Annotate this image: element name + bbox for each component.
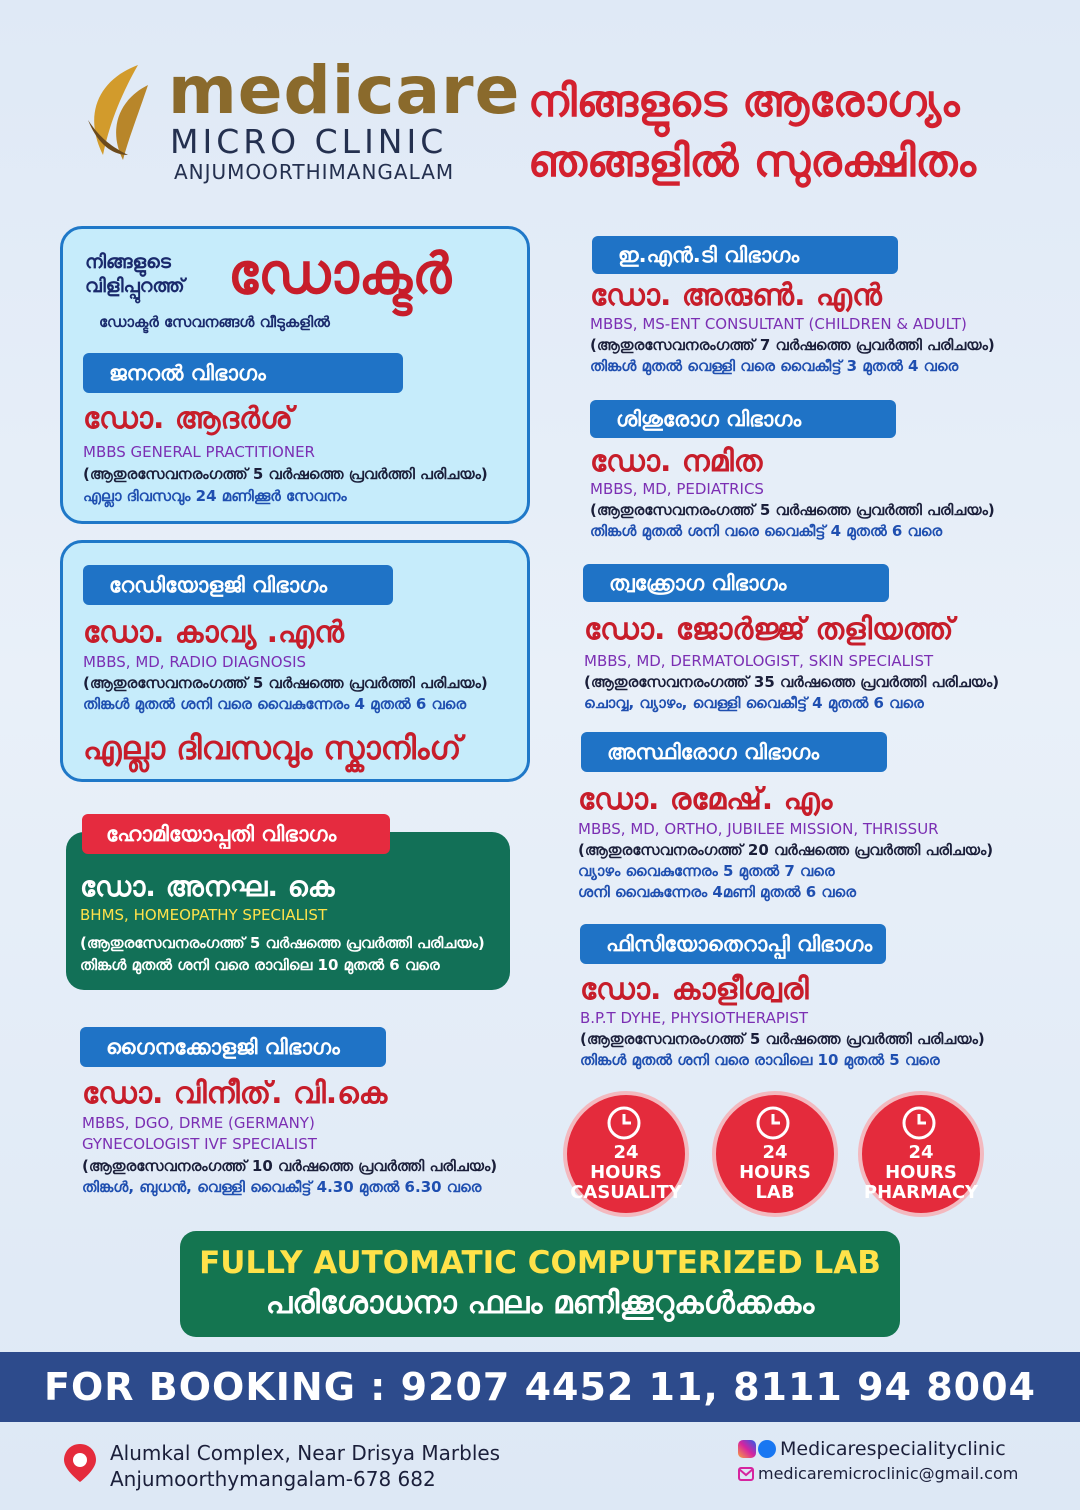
- doctor-ent-exp: (ആതുരസേവനരംഗത്ത് 7 വർഷത്തെ പ്രവർത്തി പരിചയം): [590, 336, 995, 354]
- doctor-pediatrics-name: ഡോ. നമിത: [590, 444, 763, 479]
- call-line1: നിങ്ങളുടെ: [85, 251, 171, 273]
- facebook-icon[interactable]: [758, 1440, 776, 1458]
- social-handle[interactable]: Medicarespecialityclinic: [780, 1438, 1006, 1460]
- dept-radiology-title: റേഡിയോളജി വിഭാഗം: [83, 565, 393, 605]
- doctor-general-name: ഡോ. ആദർശ്: [83, 401, 293, 436]
- brand-subtitle: MICRO CLINIC: [170, 122, 448, 161]
- doctor-orthopedics-exp: (ആതുരസേവനരംഗത്ത് 20 വർഷത്തെ പ്രവർത്തി പരിചയം): [578, 841, 994, 859]
- call-line2: വിളിപ്പുറത്ത്: [85, 275, 185, 297]
- email-link[interactable]: medicaremicroclinic@gmail.com: [758, 1464, 1019, 1483]
- doctor-radiology-name: ഡോ. കാവ്യ .എൻ: [83, 615, 344, 650]
- lab-hours: HOURS: [739, 1161, 811, 1183]
- lab-num: 24: [762, 1142, 788, 1163]
- doctor-homeopathy-time: തിങ്കൾ മുതൽ ശനി വരെ രാവിലെ 10 മുതൽ 6 വരെ: [80, 956, 440, 974]
- doctor-pediatrics-exp: (ആതുരസേവനരംഗത്ത് 5 വർഷത്തെ പ്രവർത്തി പരിചയം): [590, 501, 995, 519]
- doctor-homeopathy-qual: BHMS, HOMEOPATHY SPECIALIST: [80, 906, 328, 924]
- doctor-orthopedics-name: ഡോ. രമേഷ്. എം: [578, 782, 833, 817]
- dept-gynecology-title: ഗൈനക്കോളജി വിഭാഗം: [80, 1027, 386, 1067]
- doctor-radiology-qual: MBBS, MD, RADIO DIAGNOSIS: [83, 653, 307, 671]
- dept-homeopathy-title: ഹോമിയോപ്പതി വിഭാഗം: [82, 814, 390, 854]
- doctor-orthopedics-qual: MBBS, MD, ORTHO, JUBILEE MISSION, THRISSUR: [578, 820, 939, 838]
- casuality-num: 24: [613, 1142, 639, 1163]
- clock-24-icon: [899, 1105, 943, 1143]
- doctor-general-exp: (ആതുരസേവനരംഗത്ത് 5 വർഷത്തെ പ്രവർത്തി പരിചയം): [83, 465, 488, 483]
- tagline-line1: നിങ്ങളുടെ ആരോഗ്യം: [528, 76, 960, 127]
- pharmacy-hours: HOURS: [885, 1161, 957, 1183]
- clock-24-icon: [753, 1105, 797, 1143]
- homeopathy-card: [66, 832, 510, 990]
- doctor-gynecology-exp: (ആതുരസേവനരംഗത്ത് 10 വർഷത്തെ പ്രവർത്തി പരിചയം): [82, 1157, 498, 1175]
- doctor-radiology-exp: (ആതുരസേവനരംഗത്ത് 5 വർഷത്തെ പ്രവർത്തി പരിചയം): [83, 674, 488, 692]
- doctor-gynecology-time: തിങ്കൾ, ബുധൻ, വെള്ളി വൈകീട്ട് 4.30 മുതൽ 6.30 വരെ: [82, 1178, 482, 1196]
- casuality-badge: [563, 1091, 689, 1217]
- doctor-physiotherapy-name: ഡോ. കാളീശ്വരി: [580, 972, 809, 1007]
- brand-location: ANJUMOORTHIMANGALAM: [174, 160, 455, 184]
- dept-dermatology-title: ത്വക്ക്രോഗ വിഭാഗം: [583, 564, 889, 602]
- pharmacy-num: 24: [908, 1142, 934, 1163]
- doctor-gynecology-qual1: MBBS, DGO, DRME (GERMANY): [82, 1114, 315, 1132]
- doctor-gynecology-qual2: GYNECOLOGIST IVF SPECIALIST: [82, 1135, 317, 1153]
- dept-ent-title: ഇ.എൻ.ടി വിഭാഗം: [592, 236, 898, 274]
- lab-badge: [712, 1091, 838, 1217]
- doctor-dermatology-qual: MBBS, MD, DERMATOLOGIST, SKIN SPECIALIST: [584, 652, 934, 670]
- address-line1: Alumkal Complex, Near Drisya Marbles: [110, 1441, 501, 1465]
- doctor-radiology-time: തിങ്കൾ മുതൽ ശനി വരെ വൈകുന്നേരം 4 മുതൽ 6 വരെ: [83, 695, 467, 713]
- social-icons: [738, 1440, 776, 1458]
- mail-icon: [738, 1466, 754, 1485]
- doctor-general-qual: MBBS GENERAL PRACTITIONER: [83, 443, 315, 461]
- scanning-banner: എല്ലാ ദിവസവും സ്കാനിംഗ്: [83, 729, 462, 767]
- radiology-card: [60, 540, 530, 782]
- call-big-text: ഡോക്ടർ: [228, 242, 452, 307]
- dept-physiotherapy-title: ഫിസിയോതെറാപ്പി വിഭാഗം: [580, 924, 886, 964]
- general-card: [60, 226, 530, 524]
- doctor-physiotherapy-time: തിങ്കൾ മുതൽ ശനി വരെ രാവിലെ 10 മുതൽ 5 വരെ: [580, 1051, 940, 1069]
- casuality-label: CASUALITY: [570, 1181, 682, 1203]
- doctor-dermatology-name: ഡോ. ജോർജ്ജ് തളിയത്ത്: [584, 612, 954, 647]
- casuality-hours: HOURS: [590, 1161, 662, 1183]
- doctor-homeopathy-name: ഡോ. അനഘ. കെ: [80, 870, 335, 903]
- location-pin-icon: [60, 1442, 100, 1488]
- brand-name: medicare: [168, 52, 521, 129]
- dept-orthopedics-title: അസ്ഥിരോഗ വിഭാഗം: [581, 732, 887, 772]
- pharmacy-badge: [858, 1091, 984, 1217]
- doctor-pediatrics-qual: MBBS, MD, PEDIATRICS: [590, 480, 764, 498]
- doctor-orthopedics-time2: ശനി വൈകുന്നേരം 4മണി മുതൽ 6 വരെ: [578, 883, 857, 901]
- tagline-line2: ഞങ്ങളിൽ സുരക്ഷിതം: [528, 136, 976, 187]
- doctor-dermatology-time: ചൊവ്വ, വ്യാഴം, വെള്ളി വൈകീട്ട് 4 മുതൽ 6 വരെ: [584, 694, 924, 712]
- lab-label: LAB: [755, 1181, 795, 1203]
- dept-general-title: ജനറൽ വിഭാഗം: [83, 353, 403, 393]
- lab-banner: [180, 1231, 900, 1337]
- dept-pediatrics-title: ശിശുരോഗ വിഭാഗം: [590, 400, 896, 438]
- call-sub-text: ഡോക്ടർ സേവനങ്ങൾ വീടുകളിൽ: [99, 313, 330, 331]
- doctor-pediatrics-time: തിങ്കൾ മുതൽ ശനി വരെ വൈകീട്ട് 4 മുതൽ 6 വരെ: [590, 522, 943, 540]
- doctor-ent-qual: MBBS, MS-ENT CONSULTANT (CHILDREN & ADULT): [590, 315, 967, 333]
- address-line2: Anjumoorthymangalam-678 682: [110, 1467, 436, 1491]
- doctor-orthopedics-time1: വ്യാഴം വൈകുന്നേരം 5 മുതൽ 7 വരെ: [578, 862, 835, 880]
- doctor-dermatology-exp: (ആതുരസേവനരംഗത്ത് 35 വർഷത്തെ പ്രവർത്തി പരിചയം): [584, 673, 1000, 691]
- lab-banner-line1: FULLY AUTOMATIC COMPUTERIZED LAB: [199, 1245, 881, 1281]
- doctor-ent-name: ഡോ. അരുൺ. എൻ: [590, 278, 882, 313]
- doctor-physiotherapy-qual: B.P.T DYHE, PHYSIOTHERAPIST: [580, 1009, 809, 1027]
- pharmacy-label: PHARMACY: [863, 1181, 979, 1203]
- booking-banner[interactable]: FOR BOOKING : 9207 4452 11, 8111 94 8004: [0, 1352, 1080, 1422]
- lab-banner-line2: പരിശോധനാ ഫലം മണിക്കൂറുകൾക്കകം: [265, 1285, 815, 1321]
- doctor-ent-time: തിങ്കൾ മുതൽ വെള്ളി വരെ വൈകീട്ട് 3 മുതൽ 4 വരെ: [590, 357, 959, 375]
- instagram-icon[interactable]: [738, 1440, 756, 1458]
- doctor-homeopathy-exp: (ആതുരസേവനരംഗത്ത് 5 വർഷത്തെ പ്രവർത്തി പരിചയം): [80, 934, 485, 952]
- doctor-general-time: എല്ലാ ദിവസവും 24 മണിക്കൂർ സേവനം: [83, 487, 347, 505]
- doctor-gynecology-name: ഡോ. വിനീത്. വി.കെ: [82, 1076, 388, 1111]
- clock-24-icon: [604, 1105, 648, 1143]
- doctor-physiotherapy-exp: (ആതുരസേവനരംഗത്ത് 5 വർഷത്തെ പ്രവർത്തി പരിചയം): [580, 1030, 985, 1048]
- logo-leaf-icon: [78, 60, 168, 170]
- address: [110, 1440, 500, 1492]
